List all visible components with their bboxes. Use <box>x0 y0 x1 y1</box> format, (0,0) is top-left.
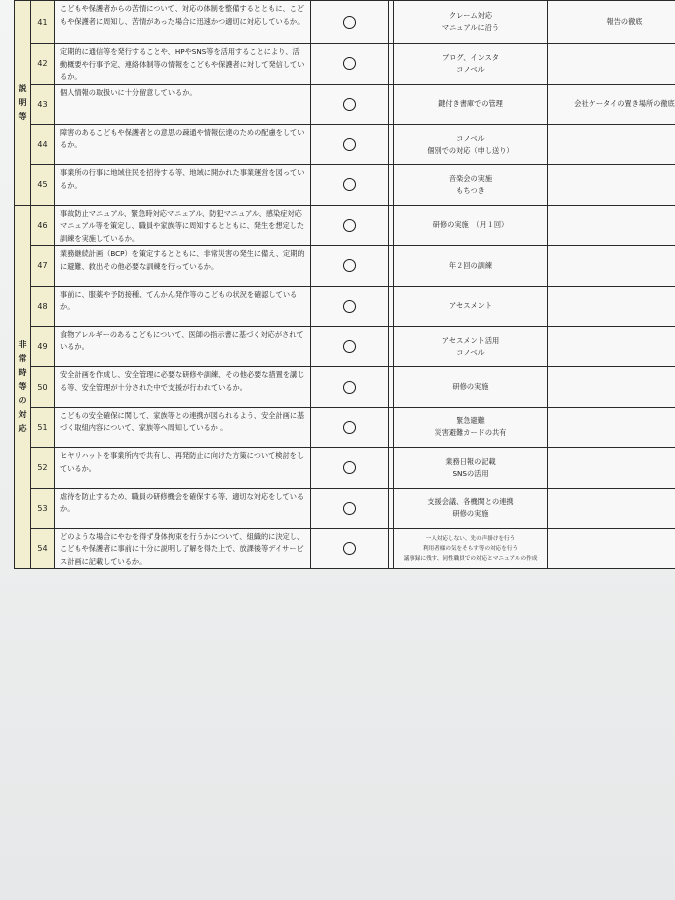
yes-circle-mark <box>343 98 356 111</box>
yes-circle-mark <box>343 178 356 191</box>
yes-circle-mark <box>343 421 356 434</box>
method-line: 緊急避難 <box>456 416 485 426</box>
method-cell <box>394 286 548 326</box>
method-line: 業務日報の記載 <box>445 456 496 466</box>
table-row <box>15 448 675 488</box>
item-text: どのような場合にやむを得ず身体拘束を行うかについて、組織的に決定し、こどもや保護者に事前に十分に説明し了解を得た上で、放課後等デイサービス計画に記載しているか。 <box>60 531 305 566</box>
yes-circle-mark <box>343 300 356 313</box>
answer-cell <box>311 205 389 246</box>
yes-circle-mark <box>343 259 356 272</box>
yes-circle-mark <box>343 381 356 394</box>
yes-circle-mark <box>343 57 356 70</box>
improvement-note: 報告の徹底 <box>548 1 675 44</box>
yes-circle-mark <box>343 461 356 474</box>
item-text: こどもの安全確保に関して、家族等との連携が図られるよう、安全計画に基づく取組内容について、家族等へ周知しているか 。 <box>60 410 305 433</box>
answer-cell <box>311 286 389 326</box>
answer-cell <box>311 165 389 205</box>
method-line: 鍵付き書庫での管理 <box>438 99 503 109</box>
method-line: 年２回の訓練 <box>448 260 493 270</box>
table-row <box>15 367 675 407</box>
table-row <box>15 407 675 447</box>
method-line: 議事録に残す、同性職員での対応とマニュアルの作成 <box>403 555 538 562</box>
item-number: 53 <box>31 488 55 528</box>
method-line: アセスメント <box>448 301 493 311</box>
item-number: 43 <box>31 84 55 124</box>
improvement-note <box>548 407 675 447</box>
method-line: アセスメント活用 <box>441 335 500 345</box>
yes-circle-mark <box>343 138 356 151</box>
item-text-cell <box>55 246 311 286</box>
table-row <box>15 205 675 246</box>
table-row <box>15 124 675 164</box>
answer-cell <box>311 326 389 366</box>
item-number: 47 <box>31 246 55 286</box>
item-text-cell <box>55 528 311 569</box>
answer-cell <box>311 367 389 407</box>
item-text: ヒヤリハットを事業所内で共有し、再発防止に向けた方策について検討をしているか。 <box>60 451 305 473</box>
table-row <box>15 286 675 326</box>
item-number: 54 <box>31 528 55 569</box>
section-label-text: 非常時等の対応 <box>18 340 27 434</box>
method-cell <box>394 246 548 286</box>
table-row <box>15 165 675 205</box>
table-row <box>15 488 675 528</box>
improvement-note <box>548 44 675 85</box>
method-line: 研修の実施 <box>452 382 489 392</box>
answer-cell <box>311 1 389 44</box>
item-text: 定期的に通信等を発行することや、HPやSNS等を活用することにより、活動概要や行事予定、連絡体制等の情報をこどもや保護者に対して発信しているか。 <box>60 47 305 81</box>
item-text: こどもや保護者からの苦情について、対応の体制を整備するとともに、こどもや保護者に周知し、苦情があった場合に迅速かつ適切に対応しているか。 <box>60 4 305 26</box>
item-text-cell <box>55 286 311 326</box>
improvement-note <box>548 326 675 366</box>
self-evaluation-table <box>14 0 675 569</box>
table-row <box>15 44 675 85</box>
table-row <box>15 246 675 286</box>
table-row <box>15 84 675 124</box>
answer-cell <box>311 124 389 164</box>
improvement-note <box>548 528 675 569</box>
table-row <box>15 326 675 366</box>
answer-cell <box>311 84 389 124</box>
method-line: 利用者様の気をそらす等の対応を行う <box>422 545 519 552</box>
method-cell <box>394 367 548 407</box>
method-cell <box>394 488 548 528</box>
item-text: 事業所の行事に地域住民を招待する等、地域に開かれた事業運営を図っているか。 <box>60 168 305 190</box>
method-cell <box>394 84 548 124</box>
item-number: 45 <box>31 165 55 205</box>
item-text: 事故防止マニュアル、緊急時対応マニュアル、防犯マニュアル、感染症対応マニュアル等を策定し、職員や家族等に周知するとともに、発生を想定した訓練を実施しているか。 <box>60 208 305 243</box>
improvement-note <box>548 124 675 164</box>
item-number: 44 <box>31 124 55 164</box>
method-line: もちつき <box>456 185 485 195</box>
item-text-cell <box>55 448 311 488</box>
yes-circle-mark <box>343 542 356 555</box>
item-text-cell <box>55 326 311 366</box>
item-text-cell <box>55 44 311 85</box>
method-cell <box>394 44 548 85</box>
item-text-cell <box>55 1 311 44</box>
answer-cell <box>311 44 389 85</box>
yes-circle-mark <box>343 16 356 29</box>
method-line: 災害避難カードの共有 <box>434 428 507 438</box>
item-text-cell <box>55 407 311 447</box>
item-number: 49 <box>31 326 55 366</box>
method-line: 一人対応しない、先の声掛けを行う <box>425 535 516 542</box>
improvement-note <box>548 448 675 488</box>
improvement-note <box>548 246 675 286</box>
item-number: 48 <box>31 286 55 326</box>
method-cell <box>394 124 548 164</box>
item-text-cell <box>55 488 311 528</box>
method-cell <box>394 448 548 488</box>
item-text: 安全計画を作成し、安全管理に必要な研修や訓練、その他必要な措置を講じる等、安全管理が十分された中で支援が行われているか。 <box>60 370 305 392</box>
table-row <box>15 528 675 569</box>
method-line: クレーム対応 <box>448 11 493 20</box>
method-cell <box>394 407 548 447</box>
method-cell <box>394 1 548 44</box>
method-line: コノベル <box>456 133 485 143</box>
method-cell <box>394 326 548 366</box>
improvement-note <box>548 488 675 528</box>
yes-circle-mark <box>343 219 356 232</box>
method-line: コノベル <box>456 347 485 357</box>
item-number: 46 <box>31 205 55 246</box>
improvement-note <box>548 367 675 407</box>
method-line: 研修の実施 <box>452 509 489 519</box>
method-line: 支援会議、各機関との連携 <box>427 497 514 507</box>
section-label-explain <box>15 1 31 206</box>
method-line: SNSの活用 <box>452 468 489 478</box>
improvement-note: 会社ケータイの置き場所の徹底 <box>548 84 675 124</box>
yes-circle-mark <box>343 340 356 353</box>
yes-circle-mark <box>343 502 356 515</box>
item-number: 42 <box>31 44 55 85</box>
answer-cell <box>311 528 389 569</box>
item-text-cell <box>55 124 311 164</box>
item-text-cell <box>55 84 311 124</box>
answer-cell <box>311 448 389 488</box>
improvement-note <box>548 165 675 205</box>
item-text: 業務継続計画（BCP）を策定するとともに、非常災害の発生に備え、定期的に避難、救出その他必要な訓練を行っているか。 <box>60 249 305 271</box>
method-cell <box>394 165 548 205</box>
item-number: 50 <box>31 367 55 407</box>
item-text-cell <box>55 367 311 407</box>
item-text: 個人情報の取扱いに十分留意しているか。 <box>60 87 197 97</box>
item-number: 51 <box>31 407 55 447</box>
item-text: 事前に、服薬や予防接種、てんかん発作等のこどもの状況を確認しているか。 <box>60 289 298 312</box>
method-line: 音楽会の実施 <box>448 173 493 183</box>
method-cell <box>394 528 548 569</box>
improvement-note <box>548 286 675 326</box>
method-line: マニュアルに沿う <box>441 23 500 32</box>
method-line: 研修の実施 （月１回） <box>432 220 509 230</box>
item-text: 障害のあるこどもや保護者との意思の疎通や情報伝達のための配慮をしているか。 <box>60 127 305 150</box>
section-label-emergency <box>15 205 31 569</box>
method-line: ブログ、インスタ <box>442 52 499 62</box>
answer-cell <box>311 488 389 528</box>
item-number: 41 <box>31 1 55 44</box>
answer-cell <box>311 407 389 447</box>
answer-cell <box>311 246 389 286</box>
section-label-text: 説明等 <box>18 83 27 121</box>
improvement-note <box>548 205 675 246</box>
method-cell <box>394 205 548 246</box>
item-text-cell <box>55 205 311 246</box>
method-line: コノベル <box>456 64 485 74</box>
item-text: 食物アレルギーのあるこどもについて、医師の指示書に基づく対応がされているか。 <box>60 329 304 352</box>
item-text-cell <box>55 165 311 205</box>
item-number: 52 <box>31 448 55 488</box>
method-line: 個別での対応（申し送り） <box>427 145 514 155</box>
table-row <box>15 1 675 44</box>
item-text: 虐待を防止するため、職員の研修機会を確保する等、適切な対応をしているか。 <box>60 491 305 514</box>
